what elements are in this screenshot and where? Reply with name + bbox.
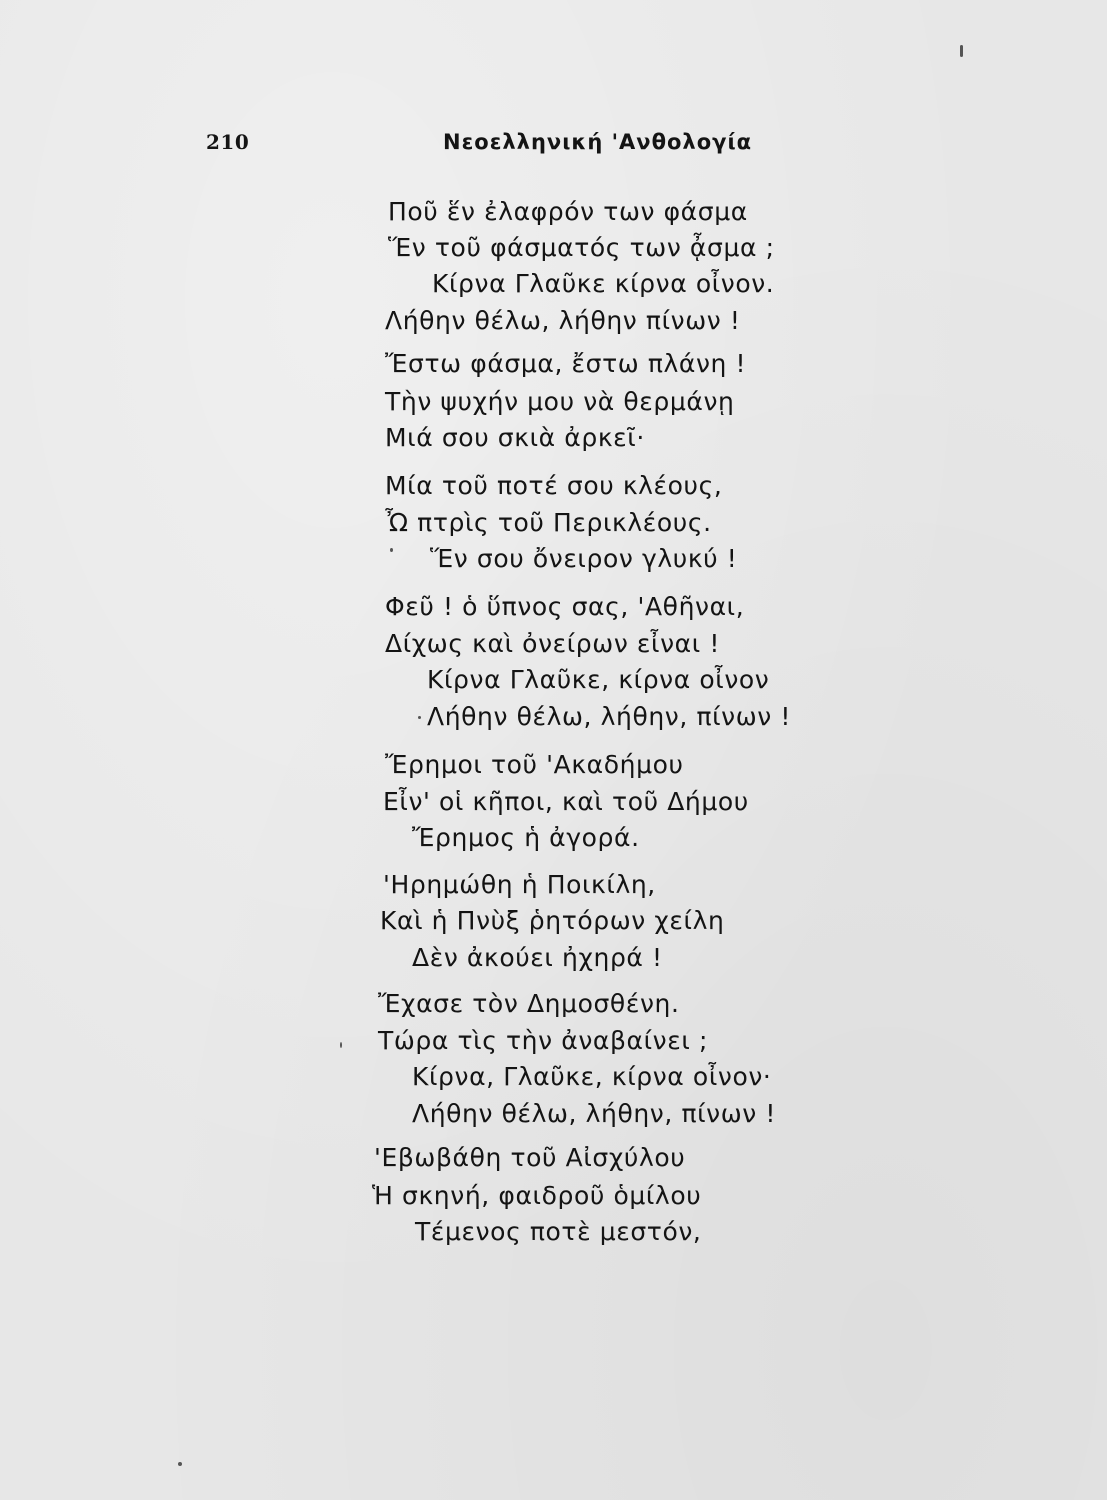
poem-line: Τώρα τὶς τὴν ἀναβαίνει ;	[378, 1026, 708, 1055]
poem-line: Εἶν' οἱ κῆποι, καὶ τοῦ Δήμου	[383, 787, 749, 816]
poem-line: Μία τοῦ ποτέ σου κλέους,	[385, 471, 723, 500]
poem-line: Κίρνα Γλαῦκε, κίρνα οἶνον	[427, 665, 770, 694]
poem-line: Λήθην θέλω, λήθην πίνων !	[385, 306, 741, 335]
poem-line: Τὴν ψυχήν μου νὰ θερμάνῃ	[385, 387, 735, 416]
poem-line: Ἡ σκηνή, φαιδροῦ ὁμίλου	[372, 1181, 702, 1210]
scan-speck	[960, 45, 963, 57]
scan-speck	[178, 1462, 182, 1466]
poem-line: Ἕν τοῦ φάσματός των ᾆσμα ;	[388, 233, 775, 262]
page-number: 210	[206, 130, 250, 154]
scan-speck	[418, 716, 421, 719]
poem-line: Δὲν ἀκούει ἠχηρά !	[412, 943, 663, 972]
poem-line: Ποῦ ἕν ἐλαφρόν των φάσμα	[388, 197, 748, 226]
poem-line: Ἔρημοι τοῦ 'Ακαδήμου	[385, 750, 684, 779]
poem-line: Φεῦ ! ὁ ὕπνος σας, 'Αθῆναι,	[385, 592, 745, 621]
poem-line: 'Εβωβάθη τοῦ Αἰσχύλου	[374, 1143, 686, 1172]
poem-line: Ἔστω φάσμα, ἔστω πλάνη !	[385, 349, 747, 378]
poem-line: Ἔρημος ἡ ἀγορά.	[412, 823, 640, 852]
poem-line: 'Ηρημώθη ἡ Ποικίλη,	[383, 870, 656, 899]
poem-line: Λήθην θέλω, λήθην, πίνων !	[427, 702, 792, 731]
running-title: Νεοελληνική 'Ανθολογία	[443, 130, 753, 154]
poem-line: Ὦ πτρὶς τοῦ Περικλέους.	[385, 508, 712, 537]
scan-speck	[390, 548, 393, 552]
poem-line: Λήθην θέλω, λήθην, πίνων !	[412, 1099, 777, 1128]
poem-line: Ἔχασε τὸν Δημοσθένη.	[378, 989, 680, 1018]
poem-line: Κίρνα, Γλαῦκε, κίρνα οἶνον·	[412, 1062, 772, 1091]
poem-line: Μιά σου σκιὰ ἀρκεῖ·	[385, 423, 645, 452]
poem-line: Δίχως καὶ ὀνείρων εἶναι !	[385, 629, 720, 658]
scan-speck	[340, 1042, 342, 1048]
poem-line: Κίρνα Γλαῦκε κίρνα οἶνον.	[432, 269, 775, 298]
poem-line: Ἕν σου ὄνειρον γλυκύ !	[430, 544, 738, 573]
poem-line: Καὶ ἡ Πνὺξ ῥητόρων χείλη	[380, 906, 725, 935]
poem-line: Τέμενος ποτὲ μεστόν,	[415, 1217, 702, 1246]
